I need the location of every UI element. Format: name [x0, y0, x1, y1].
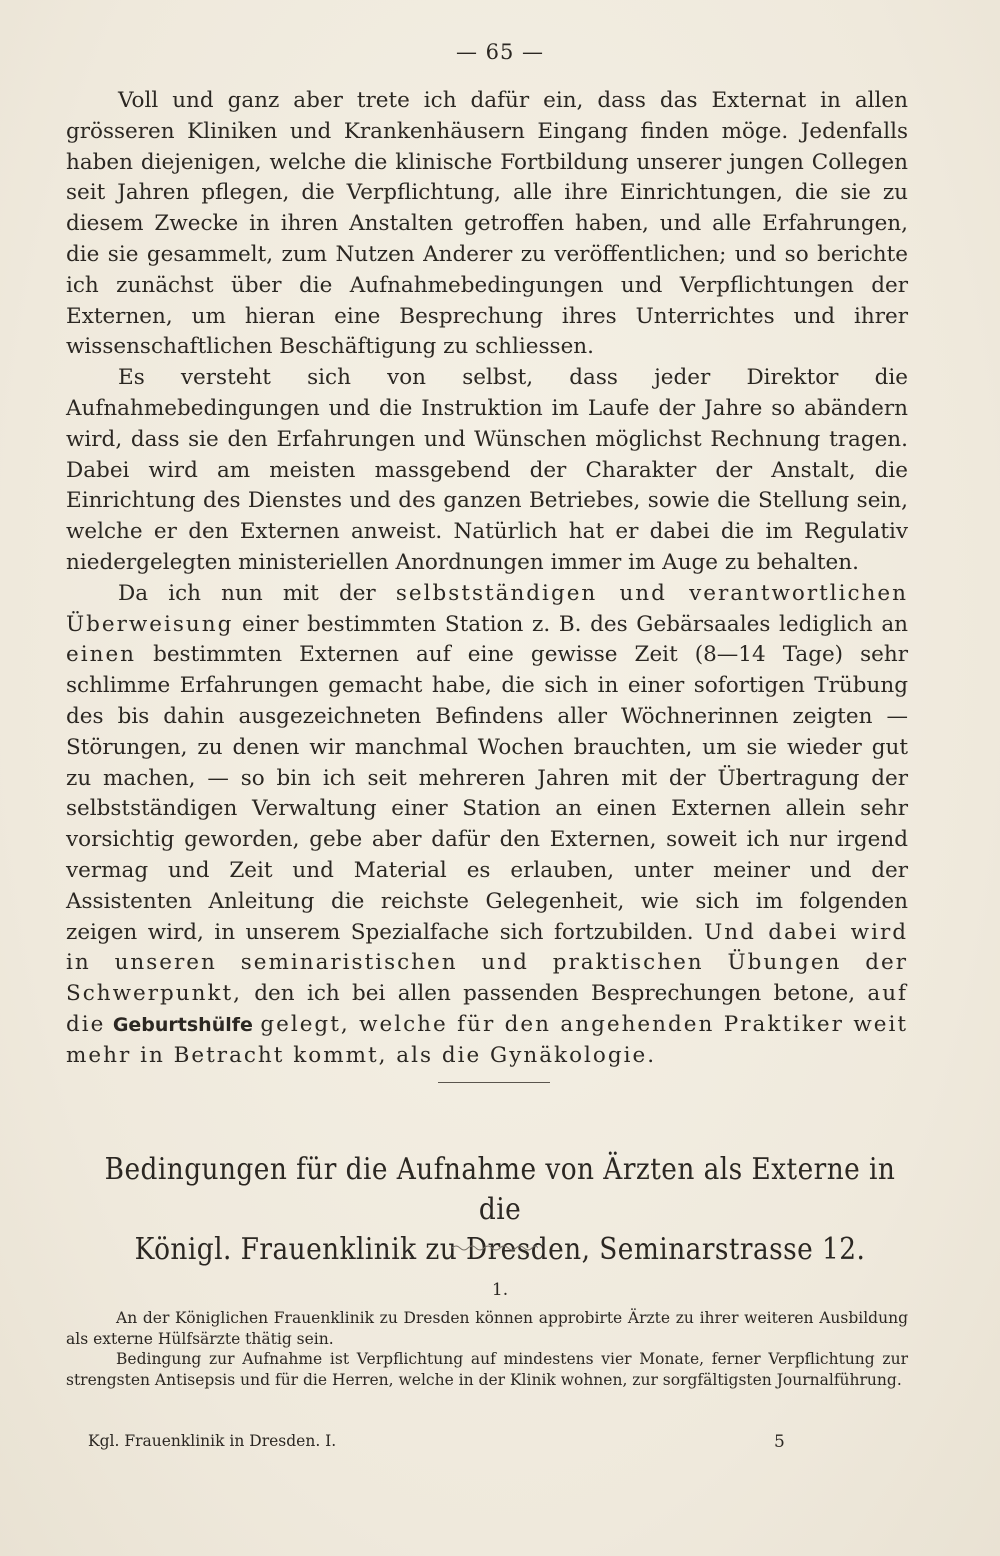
spaced-emphasis: auf die: [66, 981, 908, 1037]
small-print: [66, 1308, 908, 1390]
heading-line-1: Bedingungen für die Aufnahme von Ärzten als Externe in die: [104, 1152, 896, 1227]
bold-emphasis: Geburtshülfe: [112, 1013, 253, 1036]
paragraph-3-text: einer bestimmten Station z. B. des Gebärsaales lediglich an: [233, 611, 908, 637]
body-text: [66, 86, 908, 1072]
spaced-emphasis: selbstständigen und verantwortlichen Überweisung: [66, 580, 908, 637]
section-number: 1.: [491, 1280, 509, 1300]
footer-sheet-number: 5: [774, 1432, 785, 1452]
footer-signature: Kgl. Frauenklinik in Dresden. I.: [88, 1432, 337, 1450]
section-divider: [438, 1082, 550, 1083]
paragraph-3-text: bestimmten Externen auf eine gewisse Zeit (8—14 Tage) sehr schlimme Erfahrungen gemacht habe, die sich in einer sofortigen Trübung des bis dahin ausgezeichneten Befindens aller Wöchnerinnen zeigten — Störungen, zu denen wir manchmal Wochen brauchten, um sie wieder gut zu machen, — so bin ich seit mehreren Jahren mit der Übertragung der selbstständigen Verwaltung einer Station an einen Externen allein sehr vorsichtig geworden, gebe aber dafür den Externen, soweit ich nur irgend vermag und Zeit und Material es erlauben, unter meiner und der Assistenten Anleitung die reichste Gelegenheit, wie sich im folgenden zeigen wird, in unserem Spezialfache sich fortzubilden.: [66, 642, 908, 945]
spaced-emphasis: gelegt, welche für den angehenden Praktiker weit mehr in Betracht kommt, als die Gynäkologie.: [66, 1011, 908, 1068]
paragraph-2: Es versteht sich von selbst, dass jeder Direktor die Aufnahmebedingungen und die Instruktion im Laufe der Jahre so abändern wird, dass sie den Erfahrungen und Wünschen möglichst Rechnung tragen. Dabei wird am meisten massgebend der Charakter der Anstalt, die Einrichtung des Dienstes und des ganzen Betriebes, sowie die Stellung sein, welche er den Externen anweist. Natürlich hat er dabei die im Regulativ niedergelegten ministeriellen Anordnungen immer im Auge zu behalten.: [66, 365, 908, 575]
heading-line-2: Königl. Frauenklinik zu Dresden, Seminarstrasse 12.: [134, 1232, 866, 1267]
small-paragraph-1: An der Königlichen Frauenklinik zu Dresden können approbirte Ärzte zu ihrer weiteren Ausbildung als externe Hülfsärzte thätig sein.: [66, 1309, 908, 1348]
paragraph-3: [66, 579, 908, 1072]
small-paragraph-2: Bedingung zur Aufnahme ist Verpflichtung auf mindestens vier Monate, ferner Verpflichtung zur strengsten Antisepsis und für die Herren, welche in der Klinik wohnen, zur sorgfältigsten Journalführung.: [66, 1350, 908, 1389]
page-number: — 65 —: [455, 40, 545, 64]
spaced-emphasis: Und dabei wird in unseren seminaristischen und praktischen Übungen der Schwerpunkt,: [66, 919, 909, 1007]
spaced-emphasis: einen: [66, 642, 137, 668]
paragraph-3-text: den ich bei allen passenden Besprechungen betone,: [241, 981, 868, 1007]
paragraph-1: Voll und ganz aber trete ich dafür ein, dass das Externat in allen grösseren Kliniken und Krankenhäusern Eingang finden möge. Jedenfalls haben diejenigen, welche die klinische Fortbildung unserer jungen Collegen seit Jahren pflegen, die Verpflichtung, alle ihre Einrichtungen, die sie zu diesem Zwecke in ihren Anstalten getroffen haben, und alle Erfahrungen, die sie gesammelt, zum Nutzen Anderer zu veröffentlichen; und so berichte ich zunächst über die Aufnahmebedingungen und Verpflichtungen der Externen, um hieran eine Besprechung ihres Unterrichtes und ihrer wissenschaftlichen Beschäftigung zu schliessen.: [66, 88, 908, 360]
paragraph-3-text: Da ich nun mit der: [118, 580, 396, 606]
ornament-squiggle: [452, 1243, 538, 1253]
